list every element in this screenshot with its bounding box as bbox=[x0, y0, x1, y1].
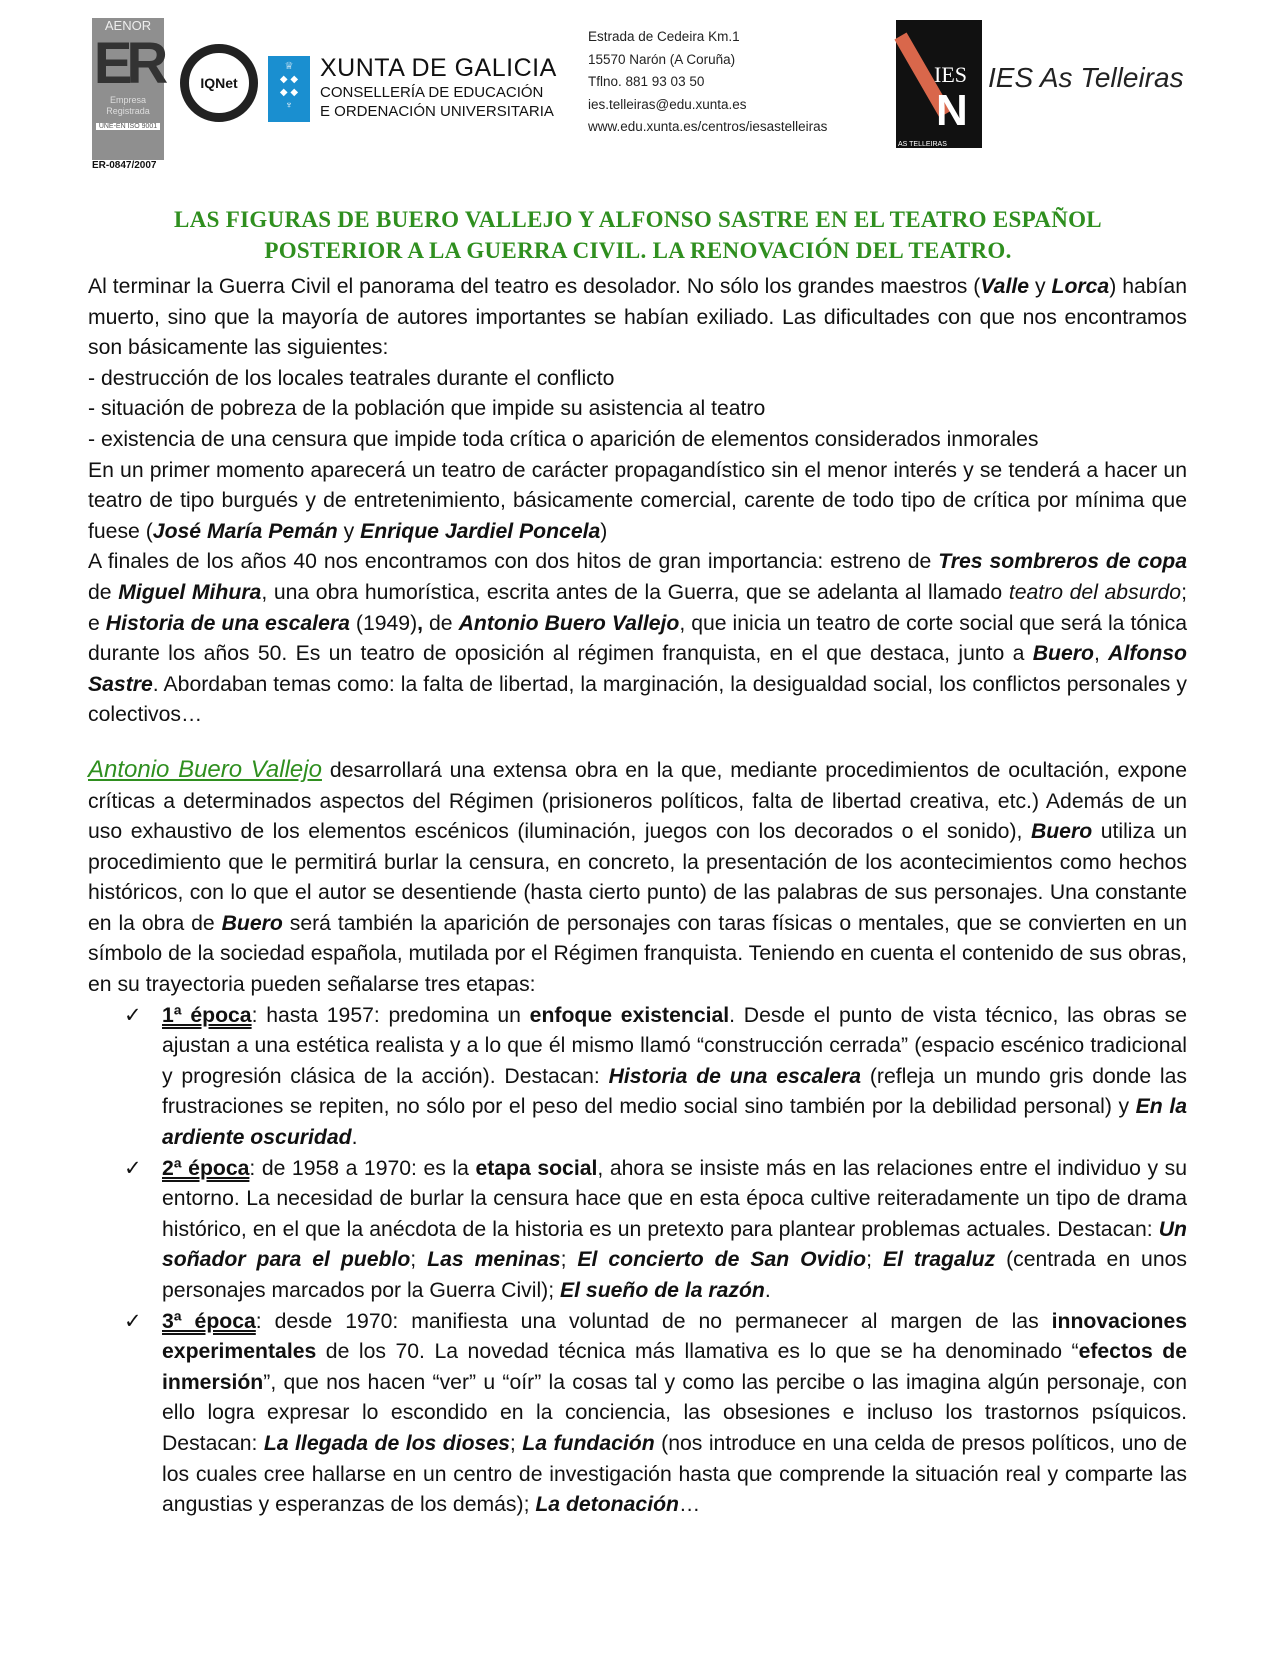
aenor-label: AENOR bbox=[104, 18, 152, 33]
ies-logo bbox=[896, 20, 982, 148]
etapas-list bbox=[88, 1001, 1187, 1521]
text-run: ”, que nos hacen “ver” u “oír” la cosas tal y como las percibe o las imagina algún personaje, con ello logra expresar lo escondido en la conciencia, las obsesiones e incluso los trastornos psíquicos. Destacan: bbox=[162, 1370, 1187, 1455]
text-run: ) bbox=[600, 519, 608, 543]
ies-logo-n: N bbox=[936, 86, 968, 135]
etapa-item bbox=[124, 1154, 1188, 1307]
emphasis-run: Enrique Jardiel Poncela bbox=[360, 519, 601, 543]
text-run: … bbox=[678, 1493, 701, 1517]
text-run: (refleja un mundo gris donde las frustraciones se repiten, no sólo por el peso del medio social sino también por la debilidad personal) y bbox=[162, 1064, 1187, 1119]
text-run: ; bbox=[410, 1248, 428, 1272]
text-run: - destrucción de los locales teatrales durante el conflicto bbox=[88, 366, 615, 390]
buero-paragraph bbox=[88, 755, 1187, 1001]
text-run: de bbox=[88, 580, 119, 604]
emphasis-run: Historia de una escalera bbox=[105, 611, 350, 635]
text-run: - situación de pobreza de la población que impide su asistencia al teatro bbox=[88, 397, 766, 421]
emphasis-run: Alfonso Sastre bbox=[88, 642, 1187, 696]
text-run: será también la aparición de personajes con taras físicas o mentales, que se convierten en un símbolo de la sociedad española, mutilada por el Régimen franquista. Teniendo en cuenta el contenido de sus obras, en su trayectoria pueden señalarse tres etapas: bbox=[88, 911, 1187, 997]
text-run: , bbox=[1093, 642, 1109, 666]
emphasis-run: Buero bbox=[1030, 820, 1093, 844]
intro-section bbox=[88, 272, 1187, 731]
document-body bbox=[88, 272, 1187, 1521]
emphasis-run: , bbox=[417, 611, 424, 635]
emphasis-run: El sueño de la razón bbox=[560, 1279, 765, 1302]
letterhead bbox=[90, 14, 1200, 174]
emphasis-run: En la ardiente oscuridad bbox=[162, 1095, 1187, 1150]
emphasis-run: efectos de inmersión bbox=[162, 1340, 1187, 1394]
iqnet-seal bbox=[180, 44, 258, 122]
paragraph bbox=[88, 425, 1187, 456]
etapa-item bbox=[124, 1001, 1187, 1154]
text-run: utiliza un procedimiento que le permitirá burlar la censura, en concreto, la presentación de los acontecimientos como hechos históricos, con lo que el autor se desentiende (hasta cierto punto) de las palabras de sus personajes. Una constante en la obra de bbox=[88, 820, 1187, 935]
text-run: ; bbox=[509, 1431, 523, 1455]
emphasis-run: Tres sombreros de copa bbox=[938, 550, 1187, 574]
checkmark-icon: ✓ bbox=[124, 1156, 142, 1180]
ies-logo-text: IES bbox=[934, 62, 967, 87]
text-run: (nos introduce en una celda de presos políticos, uno de los cuales cree hallarse en un centro de investigación hasta que comprende la situación real y comparte las angustias y esperanzas de los demás); bbox=[162, 1431, 1187, 1517]
text-run: : de 1958 a 1970: es la bbox=[249, 1156, 476, 1180]
emphasis-run: etapa social bbox=[475, 1156, 598, 1180]
text-run: , ahora se insiste más en las relaciones entre el individuo y su entorno. La necesidad de burlar la censura hace que en esta época cultive reiteradamente un tipo de drama histórico, en el que la anécdota de la historia es un pretexto para plantear problemas actuales. Destacan: bbox=[162, 1156, 1187, 1241]
aenor-logo bbox=[92, 18, 164, 160]
emphasis-run: Valle bbox=[980, 275, 1030, 298]
iqnet-label: IQNet bbox=[200, 75, 238, 91]
text-run: , que inicia un teatro de corte social que será la tónica durante los años 50. Es un teatro de oposición al régimen franquista, en el que destaca, junto a bbox=[88, 611, 1187, 666]
text-run: . Desde el punto de vista técnico, las obras se ajustan a una estética realista y a lo que él mismo llamó “construcción cerrada” (espacio escénico tradicional y progresión clásica de la acción). Destacan: bbox=[162, 1003, 1187, 1088]
text-run: A finales de los años 40 nos encontramos con dos hitos de gran importancia: estreno de bbox=[88, 550, 939, 574]
emphasis-run: Un soñador para el pueblo bbox=[162, 1217, 1187, 1272]
text-run: , una obra humorística, escrita antes de la Guerra, que se adelanta al llamado bbox=[261, 580, 1009, 604]
emphasis-run: La fundación bbox=[522, 1431, 655, 1455]
document-title bbox=[88, 204, 1188, 266]
address-website[interactable]: www.edu.xunta.es/centros/iesastelleiras bbox=[588, 119, 828, 134]
emphasis-run: Antonio Buero Vallejo bbox=[458, 611, 680, 635]
emphasis-run: enfoque existencial bbox=[529, 1003, 730, 1027]
school-address bbox=[588, 26, 827, 139]
text-run: - existencia de una censura que impide toda crítica o aparición de elementos considerados inmorales bbox=[88, 427, 1039, 451]
address-phone: Tflno. 881 93 03 50 bbox=[588, 74, 705, 89]
title-line-2: POSTERIOR A LA GUERRA CIVIL. LA RENOVACIÓN DEL TEATRO. bbox=[264, 238, 1012, 263]
text-run: y bbox=[337, 519, 361, 543]
paragraph bbox=[88, 364, 1187, 395]
emphasis-run: teatro del absurdo bbox=[1008, 580, 1182, 604]
address-email[interactable]: ies.telleiras@edu.xunta.es bbox=[588, 96, 747, 112]
emphasis-run: innovaciones experimentales bbox=[162, 1309, 1188, 1364]
title-line-1: LAS FIGURAS DE BUERO VALLEJO Y ALFONSO SASTRE EN EL TEATRO ESPAÑOL bbox=[174, 207, 1102, 232]
emphasis-run: La detonación bbox=[535, 1493, 679, 1517]
text-run: y bbox=[1029, 275, 1052, 298]
xunta-logo bbox=[320, 54, 557, 121]
aenor-number: ER-0847/2007 bbox=[92, 160, 157, 171]
emphasis-run: Buero bbox=[221, 911, 283, 935]
text-run: desarrollará una extensa obra en la que, mediante procedimientos de ocultación, expone críticas a determinados aspectos del Régimen (prisioneros políticos, falta de libertad creativa, etc.) Además de un uso exhaustivo de los elementos escénicos (iluminación, juegos con los decorados o el sonido), bbox=[88, 758, 1188, 844]
text-run: (1949) bbox=[349, 611, 418, 635]
text-run: ) habían muerto, sino que la mayoría de autores importantes se habían exiliado. Las dificultades con que nos encontramos son básicamente las siguientes: bbox=[88, 275, 1188, 360]
text-run: (centrada en unos personajes marcados por la Guerra Civil); bbox=[162, 1248, 1188, 1302]
text-run: ; e bbox=[88, 580, 1187, 635]
paragraph bbox=[88, 272, 1187, 364]
text-run: . bbox=[351, 1126, 358, 1150]
emphasis-run: Las meninas bbox=[427, 1248, 561, 1272]
emphasis-run: 1ª época bbox=[162, 1003, 252, 1027]
paragraph bbox=[88, 394, 1187, 425]
checkmark-icon: ✓ bbox=[124, 1003, 142, 1027]
text-run: . bbox=[764, 1279, 771, 1302]
emphasis-run: Antonio Buero Vallejo bbox=[88, 755, 322, 783]
emphasis-run: José María Pemán bbox=[152, 519, 338, 543]
xunta-flag-icon: ♕ ◆ ◆ ◆ ◆ ♆ bbox=[268, 56, 310, 122]
text-run: . Abordaban temas como: la falta de libertad, la marginación, la desigualdad social, los conflictos personales y colectivos… bbox=[88, 672, 1187, 727]
text-run: En un primer momento aparecerá un teatro de carácter propagandístico sin el menor interés y se tenderá a hacer un teatro de tipo burgués y de entretenimiento, básicamente comercial, carente de todo tipo de crítica por mínima que fuese ( bbox=[88, 458, 1187, 543]
xunta-dept-line1: CONSELLERÍA DE EDUCACIÓN bbox=[320, 84, 544, 101]
text-run: ; bbox=[866, 1248, 883, 1272]
emphasis-run: El tragaluz bbox=[882, 1248, 996, 1272]
emphasis-run: El concierto de San Ovidio bbox=[577, 1248, 867, 1272]
text-run: ; bbox=[560, 1248, 578, 1272]
text-run: : desde 1970: manifiesta una voluntad de no permanecer al margen de las bbox=[255, 1309, 1052, 1333]
aenor-subtitle: Empresa Registrada bbox=[106, 95, 150, 116]
text-run: de bbox=[423, 611, 459, 635]
aenor-er-mark: ER bbox=[93, 31, 163, 96]
xunta-title: XUNTA DE GALICIA bbox=[320, 54, 557, 82]
xunta-dept-line2: E ORDENACIÓN UNIVERSITARIA bbox=[320, 103, 554, 120]
emphasis-run: Historia de una escalera bbox=[608, 1064, 862, 1088]
checkmark-icon: ✓ bbox=[124, 1309, 142, 1333]
text-run: : hasta 1957: predomina un bbox=[251, 1003, 530, 1027]
emphasis-run: Buero bbox=[1032, 642, 1094, 666]
aenor-iso: UNE-EN ISO 9001 bbox=[96, 123, 160, 130]
emphasis-run: 3ª época bbox=[162, 1309, 256, 1333]
emphasis-run: Lorca bbox=[1051, 275, 1110, 298]
text-run: Al terminar la Guerra Civil el panorama del teatro es desolador. No sólo los grandes maestros ( bbox=[88, 275, 981, 298]
emphasis-run: 2ª época bbox=[162, 1156, 250, 1180]
text-run: de los 70. La novedad técnica más llamativa es lo que se ha denominado “ bbox=[316, 1340, 1079, 1364]
address-city: 15570 Narón (A Coruña) bbox=[588, 51, 736, 67]
emphasis-run: Miguel Mihura bbox=[118, 580, 262, 604]
emphasis-run: La llegada de los dioses bbox=[263, 1431, 510, 1455]
school-name: IES As Telleiras bbox=[988, 62, 1184, 93]
paragraph bbox=[88, 547, 1187, 731]
ies-logo-sub: AS TELLEIRAS bbox=[898, 141, 947, 148]
etapa-item bbox=[124, 1307, 1188, 1521]
paragraph bbox=[88, 456, 1187, 548]
address-street: Estrada de Cedeira Km.1 bbox=[588, 29, 740, 44]
